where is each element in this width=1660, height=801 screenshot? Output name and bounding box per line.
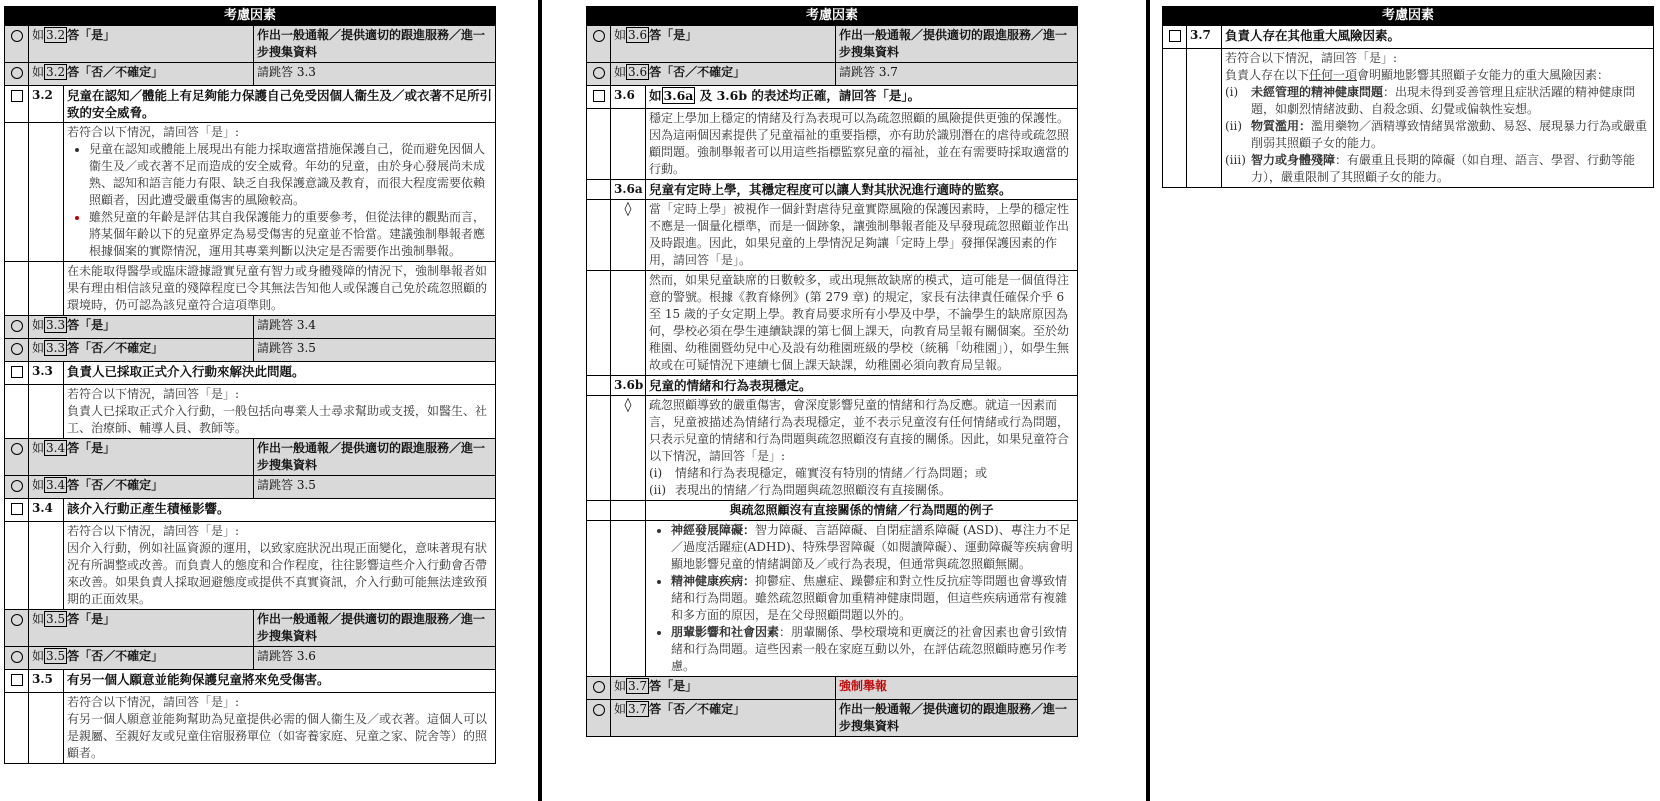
page-divider-right (1146, 0, 1150, 801)
answer-action: 作出一般通報／提供適切的跟進服務／進一步搜集資料 (254, 26, 496, 63)
radio-button[interactable] (11, 30, 23, 42)
answer-row: 如 3.3 答「否／不確定」 請跳答 3.5 (5, 339, 496, 362)
answer-row: 如 3.2 答「否／不確定」 請跳答 3.3 (5, 63, 496, 86)
checkbox[interactable] (1169, 30, 1181, 42)
assessment-table-2: 考慮因素 如 3.6 答「是」 作出一般通報／提供適切的跟進服務／進一步搜集資料 如 3.6 答「否／不確定」 請跳答 3.7 3.6 如 3.6a 及 3.6b 的表述均正確，請回答「是」。 穩定上學加上穩定的情緒及行為表現可以為疏忽照顧的風險提供更強的保護性。因為這兩個因素提供了兒童福祉的重要指標，亦有助於識別潛在的虐待或疏忽照顧問題。強制舉報者可以用這些指標監察兒童的福祉，並在有需要時採取適當的行動。 3.6a 兒童有定時上學，其穩定程度可以讓人對其狀況進行適時的監察。 ◊ 當「定時上學」被視作一個針對虐待兒童實際風險的保護因素時，上學的穩定性不應是一個量化標準，而是一個跡象，讓強制舉報者能及早發現疏忽照顧並作出及時跟進。因此，如果兒童的上學情況足夠讓「定時上學」發揮保護因素的作用，請回答「是」。 然而，如果兒童缺席的日數較多，或出現無故缺席的模式，這可能是一個值得注意的警號。根據《教育條例》(第 279 章) 的規定，家長有法律責任確保介乎 6 至 15 歲的子女定期上學。教育局要求所有小學及中學，不論學生的缺席原因為何，學校必須在學生連續缺課的第七個上課天，向教育局呈報有關個案。至於幼稚園、幼稚園暨幼兒中心及設有幼稚園班級的學校（統稱「幼稚園」），如學生無故或在可疑情況下連續七個上課天缺課，幼稚園必須向教育局呈報。 3.6b 兒童的情緒和行為表現穩定。 ◊ 疏忽照顧導致的嚴重傷害，會深度影響兒童的情緒和行為反應。就這一因素而言，兒童被描述為情緒行為表現穩定，並不表示兒童沒有任何情緒或行為問題，只表示兒童的情緒和行為問題與疏忽照顧沒有直接的關係。因此，如果兒童符合以下情況，請回答「是」: (i) 情緒和行為表現穩定，確實沒有特別的情緒／行為問題；或 (ii) 表現出的情緒／行為問題與疏忽照顧沒有直接關係。 與疏忽照顧沒有直接關係的情緒／行為問題的例子 • 神經發展障礙：智力障礙、言語障礙、自閉症譜系障礙 (ASD)、專注力不足／過度活躍症(ADHD)、特殊學習障礙（如閱讀障礙）、運動障礙等疾病會明顯地影響兒童的情緒調節及／或行為表現，但通常與疏忽照顧無關。 • 精神健康疾病：抑鬱症、焦慮症、躁鬱症和對立性反抗症等問題也會導致情緒和行為問題。雖然疏忽照顧會加重精神健康問題，但這些疾病通常有複雜和多方面的原因，是在父母照顧問題以外的。 • 朋輩影響和社會因素：朋輩關係、學校環境和更廣泛的社會因素也會引致情緒和行為問題。這些因素一般在家庭互動以外，在評估疏忽照顧時應另作考慮。 如 3.7 答「是」 強制舉報 如 3.7 答「否／不確定」 作出一般通報／提供適切的跟進服務／進一步搜集資料 (586, 6, 1078, 737)
note-text: 在未能取得醫學或臨床證據證實兒童有智力或身體殘障的情況下，強制舉報者如果有理由相信該兒童的殘障程度已令其無法告知他人或保護自己免於疏忽照顧的環境時，仍可認為該兒童符合這項準則。 (64, 262, 496, 316)
bullet-item: • 兒童在認知或體能上展現出有能力採取適當措施保護自己，從而避免因個人衞生及／或衣著不足而造成的安全威脅。年幼的兒童，由於身心發展尚未成熟、認知和語言能力有限、缺乏自我保護意識及教育，而很大程度需要依賴照顧者，因此遭受嚴重傷害的風險較高。 (89, 141, 492, 209)
question-row: 3.2 兒童在認知／體能上有足夠能力保護自己免受因個人衞生及／或衣著不足所引致的安全威脅。 (5, 86, 496, 123)
question-row: 3.4 該介入行動正產生積極影響。 (5, 499, 496, 522)
radio-button[interactable] (593, 681, 605, 693)
answer-row: 如 3.5 答「是」 作出一般通報／提供適切的跟進服務／進一步搜集資料 (5, 610, 496, 647)
page-1 (4, 6, 496, 764)
page-divider-left (538, 0, 542, 801)
bullet-item: • 雖然兒童的年齡是評估其自我保護能力的重要參考，但從法律的觀點而言，將某個年齡以下的兒童界定為易受傷害的兒童並不恰當。建議強制舉報者應根據個案的實際情況，運用其專業判斷以決定是否需要作出強制舉報。 (89, 209, 492, 260)
checkbox[interactable] (11, 503, 23, 515)
answer-row: 如 3.4 答「否／不確定」 請跳答 3.5 (5, 476, 496, 499)
diamond-icon: ◊ (611, 396, 646, 501)
assessment-table-1: 考慮因素 如 3.2 答「是」 作出一般通報／提供適切的跟進服務／進一步搜集資料 如 3.2 答「否／不確定」 請跳答 3.3 3.2 兒童在認知／體能上有足夠能力保護自己免受因個人衞生及／或衣著不足所引致的安全威脅。 若符合以下情況，請回答「是」: • 兒童在認知或體能上展現出有能力採取適當措施保護自己，從而避免因個人衞生及／或衣著不足而造成的安全威脅。年幼的兒童，由於身心發展尚未成熟、認知和語言能力有限、缺乏自我保護意識及教育，而很大程度需要依賴照顧者，因此遭受嚴重傷害的風險較高。 • 雖然兒童的年齡是評估其自我保護能力的重要參考，但從法律的觀點而言，將某個年齡以下的兒童界定為易受傷害的兒童並不恰當。建議強制舉報者應根據個案的實際情況，運用其專業判斷以決定是否需要作出強制舉報。 在未能取得醫學或臨床證據證實兒童有智力或身體殘障的情況下，強制舉報者如果有理由相信該兒童的殘障程度已令其無法告知他人或保護自己免於疏忽照顧的環境時，仍可認為該兒童符合這項準則。 如 3.3 答「是」 請跳答 3.4 如 3.3 答「否／不確定」 請跳答 3.5 3.3 負責人已採取正式介入行動來解決此問題。 若符合以下情況，請回答「是」: 負責人已採取正式介入行動，一般包括向專業人士尋求幫助或支援，如醫生、社工、治療師、輔導人員、教師等。 如 3.4 答「是」 作出一般通報／提供適切的跟進服務／進一步搜集資料 如 3.4 答「否／不確定」 請跳答 3.5 3.4 該介入行動正產生積極影響。 若符合以下情況，請回答「是」: 因介入行動，例如社區資源的運用，以致家庭狀況出現正面變化，意味著現有狀況有所調整或改善。而負責人的態度和合作程度，往往影響這些介入行動會否帶來改善。如果負責人採取迴避態度或提供不真實資訊，介入行動可能無法達致預期的正面效果。 如 3.5 答「是」 作出一般通報／提供適切的跟進服務／進一步搜集資料 如 3.5 答「否／不確定」 請跳答 3.6 3.5 有另一個人願意並能夠保護兒童將來免受傷害。 若符合以下情況，請回答「是」: 有另一個人願意並能夠幫助為兒童提供必需的個人衞生及／或衣著。這個人可以是親屬、至親好友或兒童住宿服務單位（如寄養家庭、兒童之家、院舍等）的照顧者。 (4, 6, 496, 764)
page-2 (586, 6, 1078, 737)
radio-button[interactable] (11, 67, 23, 79)
assessment-table-3: 考慮因素 3.7 負責人存在其他重大風險因素。 若符合以下情況，請回答「是」: 負責人存在以下任何一項會明顯地影響其照顧子女能力的重大風險因素： (i) 未經管理的精神健康問題：出現未得到妥善管理且症狀活躍的精神健康問題，如劇烈情緒波動、自殺念頭、幻覺或偏執性妄想。 (ii) 物質濫用：濫用藥物／酒精導致情緒異常激動、易怒、展現暴力行為或嚴重削弱其照顧子女的能力。 (iii) 智力或身體殘障：有嚴重且長期的障礙（如自理、語言、學習、行動等能力），嚴重限制了其照顧子女的能力。 (1162, 6, 1654, 188)
question-title: 兒童在認知／體能上有足夠能力保護自己免受因個人衞生及／或衣著不足所引致的安全威脅。 (64, 86, 496, 123)
answer-action: 請跳答 3.3 (254, 63, 496, 86)
diamond-icon: ◊ (611, 200, 646, 271)
table-header: 考慮因素 (5, 7, 496, 26)
mandatory-report-label: 強制舉報 (836, 677, 1078, 700)
question-row: 3.3 負責人已採取正式介入行動來解決此問題。 (5, 362, 496, 385)
radio-button[interactable] (11, 443, 23, 455)
answer-row: 如 3.3 答「是」 請跳答 3.4 (5, 316, 496, 339)
checkbox[interactable] (11, 674, 23, 686)
radio-button[interactable] (11, 320, 23, 332)
page-3 (1162, 6, 1654, 188)
radio-button[interactable] (593, 704, 605, 716)
radio-button[interactable] (11, 651, 23, 663)
question-row: 3.5 有另一個人願意並能夠保護兒童將來免受傷害。 (5, 670, 496, 693)
radio-button[interactable] (11, 480, 23, 492)
answer-row: 如 3.5 答「否／不確定」 請跳答 3.6 (5, 647, 496, 670)
checkbox[interactable] (11, 366, 23, 378)
radio-button[interactable] (11, 343, 23, 355)
answer-row: 如 3.2 答「是」 作出一般通報／提供適切的跟進服務／進一步搜集資料 (5, 26, 496, 63)
checkbox[interactable] (593, 90, 605, 102)
radio-button[interactable] (593, 30, 605, 42)
checkbox[interactable] (11, 90, 23, 102)
radio-button[interactable] (11, 614, 23, 626)
answer-row: 如 3.4 答「是」 作出一般通報／提供適切的跟進服務／進一步搜集資料 (5, 439, 496, 476)
radio-button[interactable] (593, 67, 605, 79)
examples-subheader: 與疏忽照顧沒有直接關係的情緒／行為問題的例子 (646, 501, 1078, 521)
